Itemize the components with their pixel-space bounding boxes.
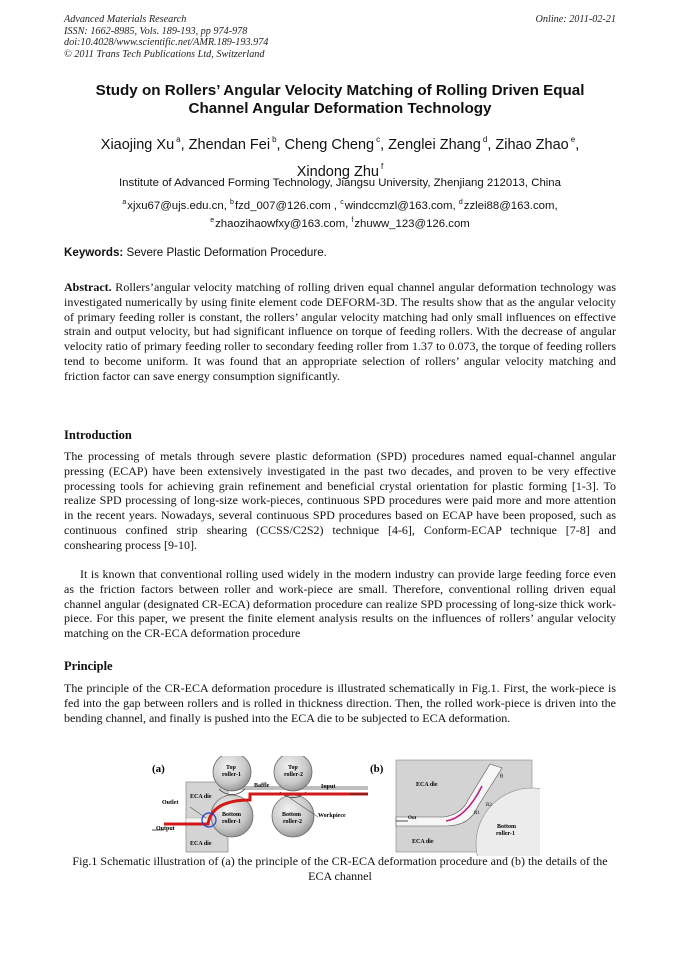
paper-title: Study on Rollers’ Angular Velocity Matching of Rolling Driven Equal Channel Angular Deformation Technology bbox=[95, 82, 585, 117]
author-mark: b bbox=[272, 135, 277, 144]
eca-die-label-upper: ECA die bbox=[190, 794, 212, 800]
journal-issn: ISSN: 1662-8985, Vols. 189-193, pp 974-978 bbox=[64, 25, 248, 37]
journal-doi: doi:10.4028/www.scientific.net/AMR.189-193.974 bbox=[64, 37, 269, 48]
baffle-label: Baffle bbox=[254, 783, 270, 789]
principle-paragraph-1: The principle of the CR-ECA deformation procedure is illustrated schematically in Fig.1. First, the work-piece is fed into the gap between rollers and is rolled in thickness direction. Then, the rolled work-piece is driven into the bending channel, and finally is pushed into the ECA die to be subjected to ECA deformation. bbox=[64, 681, 616, 725]
author-separator: , bbox=[276, 137, 285, 153]
email-mark: b bbox=[230, 199, 234, 206]
introduction-paragraph-2: It is known that conventional rolling used widely in the modern industry can provide large feeding force even as the friction factors between roller and work-piece are small. Therefore, conventional rolling driven equal channel angular (designated CR-ECA) deformation procedure can realize SPD processing of long-size thick work-piece. For this paper, we present the finite element analysis results on the influences of rollers’ angular velocity matching on the CR-ECA deformation procedure bbox=[64, 567, 616, 641]
online-date: Online: 2011-02-21 bbox=[535, 14, 616, 25]
workpiece-label: Workpiece bbox=[318, 813, 346, 819]
email-address[interactable]: fzd_007@126.com , bbox=[234, 200, 341, 212]
author-separator: , bbox=[575, 137, 580, 153]
input-label: Input bbox=[321, 784, 336, 790]
eca-die-bottom-label: ECA die bbox=[412, 839, 434, 845]
author-mark: d bbox=[482, 135, 488, 144]
keywords-text: Severe Plastic Deformation Procedure. bbox=[123, 246, 327, 259]
author-name: Zihao Zhao bbox=[495, 137, 569, 153]
figure-1 bbox=[150, 756, 540, 856]
introduction-heading: Introduction bbox=[64, 428, 132, 442]
r2-label: R2 bbox=[486, 803, 492, 808]
author-mark: a bbox=[176, 135, 181, 144]
email-address[interactable]: zzlei88@163.com, bbox=[463, 200, 558, 212]
author-name: Zenglei Zhang bbox=[388, 137, 481, 153]
eca-die-label-lower: ECA die bbox=[190, 841, 212, 847]
output-label: Output bbox=[156, 826, 175, 832]
author-mark: f bbox=[381, 162, 384, 171]
email-address[interactable]: xjxu67@ujs.edu.cn, bbox=[127, 200, 231, 212]
email-line-2 bbox=[64, 214, 616, 232]
email-address[interactable]: windccmzl@163.com, bbox=[344, 200, 459, 212]
email-mark: d bbox=[458, 199, 463, 206]
journal-copyright: © 2011 Trans Tech Publications Ltd, Switzerland bbox=[64, 48, 265, 60]
author-name: Xiaojing Xu bbox=[100, 137, 175, 153]
journal-header bbox=[64, 14, 616, 60]
abstract-label: Abstract. bbox=[64, 280, 112, 294]
author-name: Cheng Cheng bbox=[284, 137, 375, 153]
author-list bbox=[64, 129, 616, 183]
author-mark: c bbox=[376, 135, 381, 144]
out-label: Out bbox=[408, 816, 417, 821]
email-line-1 bbox=[64, 196, 616, 214]
abstract bbox=[64, 280, 616, 384]
panel-a-label: (a) bbox=[152, 763, 165, 775]
journal-name: Advanced Materials Research bbox=[64, 14, 187, 25]
figure-1-caption: Fig.1 Schematic illustration of (a) the principle of the CR-ECA deformation procedure and (b) the details of the ECA channel bbox=[72, 854, 608, 883]
email-mark: a bbox=[122, 199, 127, 206]
author-name: Xindong Zhu bbox=[296, 164, 379, 180]
author-name: Zhendan Fei bbox=[188, 137, 271, 153]
outlet-label: Outlet bbox=[162, 800, 179, 806]
principle-heading: Principle bbox=[64, 659, 113, 673]
bottom-roller-detail-label: Bottom roller-1 bbox=[496, 824, 516, 837]
email-address[interactable]: zhaozihaowfxy@163.com, bbox=[215, 217, 352, 230]
email-mark: e bbox=[210, 216, 215, 224]
email-address[interactable]: zhuww_123@126.com bbox=[354, 217, 470, 230]
introduction-paragraph-1: The processing of metals through severe plastic deformation (SPD) procedures named equal-channel angular pressing (ECAP) have been extensively investigated in the past two decades, and proven to be very effective processing tools for achieving grain refinement and beneficial crystal orientation for plastic forming [1-3]. To realize SPD processing of long-size work-pieces, continuous SPD procedures were paid more and more attention in the recent years. Nowadays, several continuous SPD procedures based on ECAP have been proposed, such as continuous confined strip shearing (CCSS/C2S2) technique [4-6], Conform-ECAP technique [7-8] and conshearing process [9-10]. bbox=[64, 449, 616, 552]
theta-label: θ bbox=[500, 774, 503, 780]
email-mark: f bbox=[351, 216, 354, 224]
author-separator: , bbox=[487, 137, 496, 153]
bottom-roller-2-label: Bottom roller-2 bbox=[282, 812, 302, 825]
figure-1-svg bbox=[150, 756, 540, 856]
eca-die-top-label: ECA die bbox=[416, 782, 438, 788]
panel-b-label: (b) bbox=[370, 763, 384, 775]
keywords-label: Keywords: bbox=[64, 246, 124, 259]
keywords bbox=[64, 246, 616, 259]
bottom-roller-1-label: Bottom roller-1 bbox=[222, 812, 241, 825]
affiliation: Institute of Advanced Forming Technology, Jiangsu University, Zhenjiang 212013, China bbox=[119, 177, 561, 189]
author-mark: e bbox=[570, 135, 576, 144]
r1-label: R1 bbox=[474, 811, 480, 816]
author-separator: , bbox=[180, 137, 189, 153]
top-roller-2-label: Top roller-2 bbox=[284, 765, 303, 778]
email-mark: c bbox=[340, 199, 344, 206]
email-list bbox=[64, 196, 616, 231]
top-roller-1-label: Top roller-1 bbox=[222, 765, 241, 778]
abstract-text: Rollers’angular velocity matching of rolling driven equal channel angular deformation technology was investigated numerically by using finite element code DEFORM-3D. The results show that as the angular velocity of primary feeding roller is constant, the rollers’ angular velocity matching had only small influences on effective strain and output velocity, but had significant influence on torque of feeding rollers. With the decrease of angular velocity ratio of primary feeding roller to secondary feeding roller from 1.37 to 0.073, the torque of feeding rollers tend to become uniform. It was found that an appropriate selection of rollers’ angular velocity matching and friction factor can save energy consumption significantly. bbox=[64, 280, 616, 383]
author-separator: , bbox=[380, 137, 389, 153]
